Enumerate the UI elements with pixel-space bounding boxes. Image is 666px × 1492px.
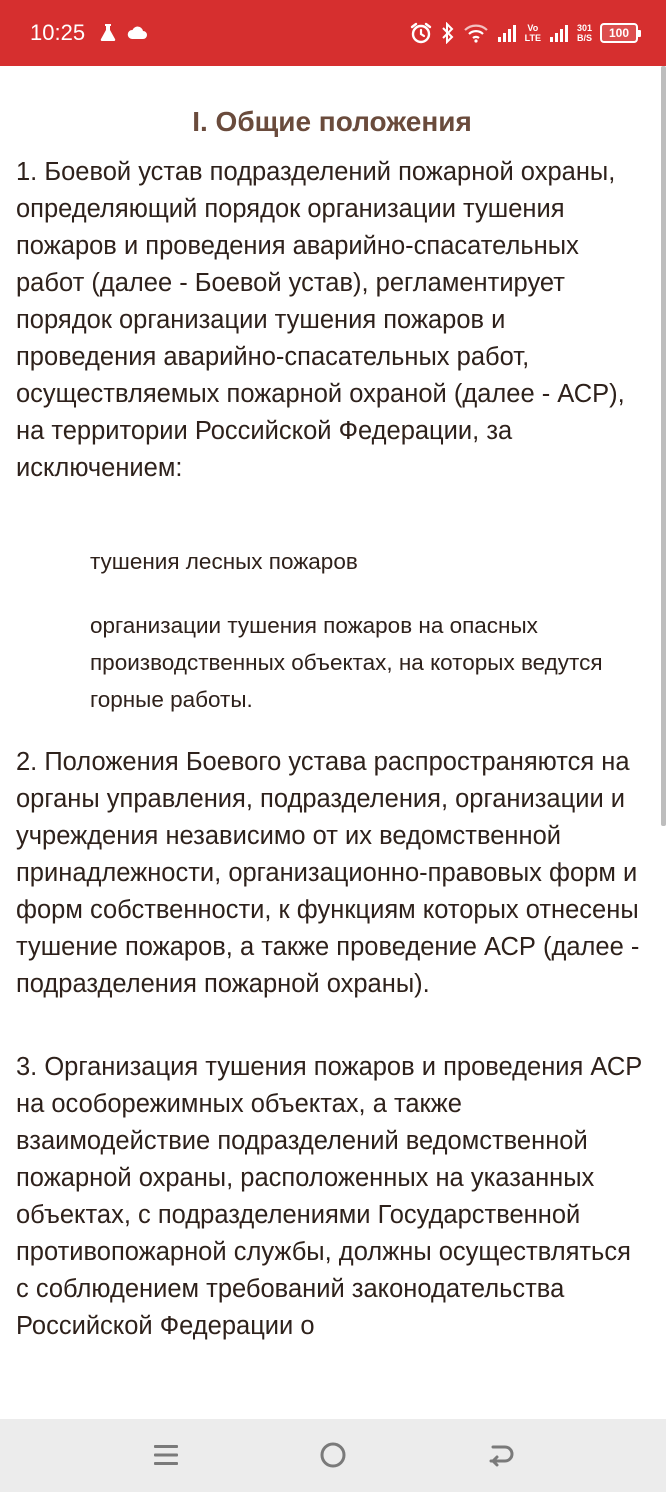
list-item: тушения лесных пожаров <box>90 549 358 574</box>
cloud-icon <box>126 24 148 40</box>
back-icon[interactable] <box>482 1437 518 1473</box>
status-right-icons <box>409 18 638 48</box>
status-left-icons <box>98 22 148 42</box>
section-heading: I. Общие положения <box>192 106 472 137</box>
volte-label <box>525 23 541 43</box>
status-bar <box>0 0 666 66</box>
paragraph-2: 2. Положения Боевого устава распространяются на органы управления, подразделения, организации и учреждения независимо от их ведомственной принадлежности, организационно-правовых форм и форм собственности, к функциям которых отнесены тушение пожаров, а также проведение АСР (далее - подразделения пожарной охраны). <box>16 748 640 998</box>
menu-icon[interactable] <box>148 1437 184 1473</box>
scrollbar-thumb[interactable] <box>661 66 666 826</box>
document-content[interactable] <box>16 66 648 1419</box>
wifi-icon <box>463 23 489 43</box>
signal-strength-icon-2 <box>549 23 569 43</box>
navigation-bar <box>0 1419 666 1492</box>
network-speed-value: 301 <box>576 23 592 33</box>
list-item: организации тушения пожаров на опасных производственных объектах, на которых ведутся горные работы. <box>90 613 603 712</box>
home-icon[interactable] <box>315 1437 351 1473</box>
network-speed-unit: B/S <box>576 33 592 43</box>
battery-indicator: 100 <box>600 23 638 43</box>
lte-label: LTE <box>524 33 541 43</box>
alarm-icon <box>409 21 433 45</box>
lab-flask-icon <box>98 22 118 42</box>
bluetooth-icon <box>441 22 455 44</box>
network-speed <box>577 23 592 43</box>
signal-strength-icon <box>497 23 517 43</box>
vo-label: Vo <box>527 23 539 33</box>
paragraph-1: 1. Боевой устав подразделений пожарной охраны, определяющий порядок организации тушения пожаров и проведения аварийно-спасательных работ (далее - Боевой устав), регламентирует порядок организации тушения пожаров и проведения аварийно-спасательных работ, осуществляемых пожарной охраной (далее - АСР), на территории Российской Федерации, за исключением: <box>16 158 625 482</box>
status-time: 10:25 <box>30 20 86 45</box>
paragraph-3: 3. Организация тушения пожаров и проведения АСР на особорежимных объектах, а также взаимодействие подразделений ведомственной пожарной охраны, расположенных на указанных объектах, с подразделениями Государственной противопожарной службы, должны осуществляться с соблюдением требований законодательства Российской Федерации о <box>16 1053 643 1340</box>
